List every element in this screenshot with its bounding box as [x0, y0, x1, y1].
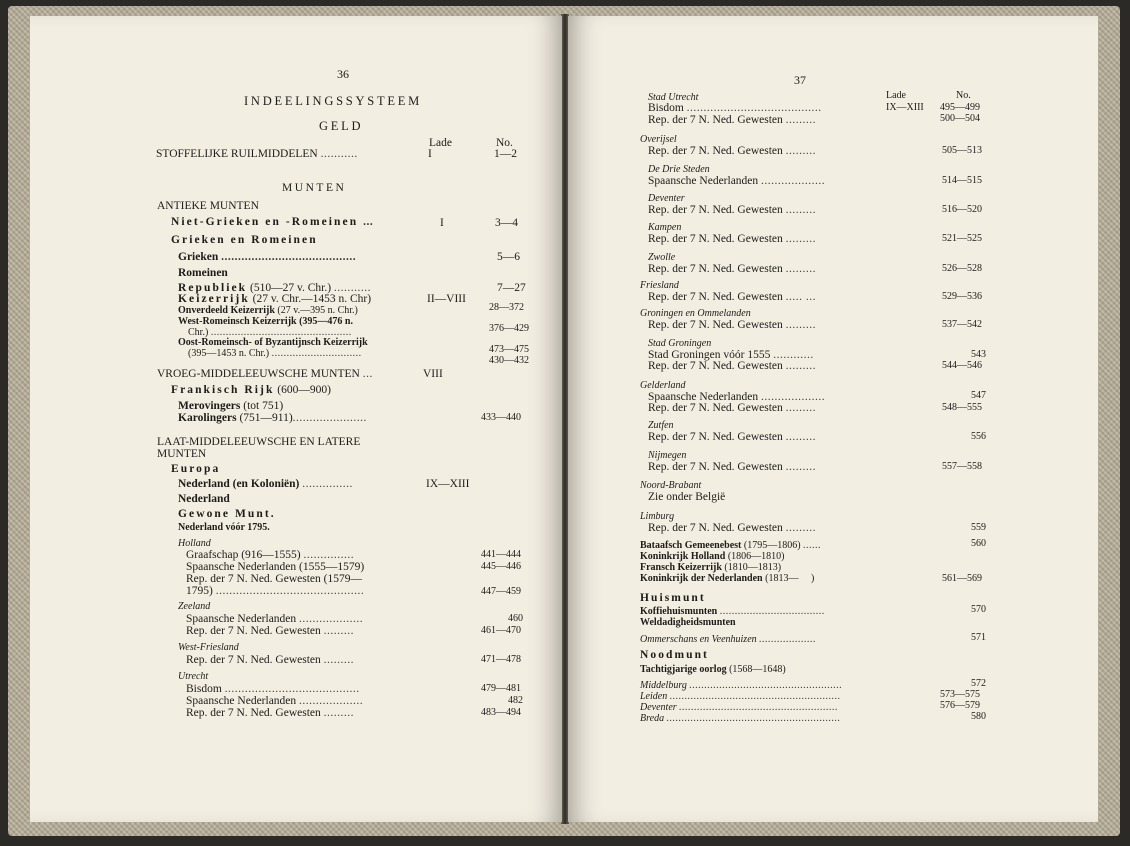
- entry-ommerschans: Ommerschans en Veenhuizen ...................: [640, 634, 817, 645]
- no-rep-stad-groningen: 544—546: [942, 360, 982, 371]
- no-rep-overijsel: 505—513: [942, 145, 982, 156]
- heading-gelderland: Gelderland: [640, 380, 686, 391]
- heading-romeinen: Romeinen: [178, 267, 228, 279]
- entry-onverdeeld: Onverdeeld Keizerrijk (27 v.—395 n. Chr.): [178, 305, 358, 316]
- entry-bisdom: Bisdom ........................................: [186, 683, 360, 695]
- no-rep-groningen: 537—542: [942, 319, 982, 330]
- no-middelburg: 572: [971, 678, 986, 689]
- lade-keizerrijk: II—VIII: [427, 293, 466, 305]
- no-bisdom: 479—481: [481, 683, 521, 694]
- entry-rep-groningen: Rep. der 7 N. Ned. Gewesten .........: [648, 319, 817, 331]
- no-republiek: 7—27: [497, 282, 526, 294]
- entry-deventer-nood: Deventer .....................................................: [640, 702, 839, 713]
- lade-bisdom: IX—XIII: [886, 102, 924, 113]
- heading-nederland-voor: Nederland vóór 1795.: [178, 522, 270, 533]
- entry-rep-limburg: Rep. der 7 N. Ned. Gewesten .........: [648, 522, 817, 534]
- left-page: [30, 16, 562, 822]
- entry-rep-kampen: Rep. der 7 N. Ned. Gewesten .........: [648, 233, 817, 245]
- no-grieken: 5—6: [497, 251, 520, 263]
- entry-spaansche-utrecht: Spaansche Nederlanden ...................: [186, 695, 364, 707]
- entry-rep-zutfen: Rep. der 7 N. Ned. Gewesten .........: [648, 431, 817, 443]
- heading-utrecht: Utrecht: [178, 671, 209, 682]
- entry-oost-romeinsch-cont: (395—1453 n. Chr.) ..............................: [188, 348, 362, 359]
- entry-niet-grieken: Niet-Grieken en -Romeinen ...: [171, 216, 374, 228]
- heading-grieken-romeinen: Grieken en Romeinen: [171, 234, 318, 246]
- no-spaansche-utrecht: 482: [508, 695, 523, 706]
- lade-vroeg: VIII: [423, 368, 443, 380]
- heading-drie-steden: De Drie Steden: [648, 164, 710, 175]
- entry-leiden: Leiden .........................................................: [640, 691, 841, 702]
- no-bisdom: 495—499: [940, 102, 980, 113]
- heading-zwolle: Zwolle: [648, 252, 676, 263]
- no-rep-deventer: 516—520: [942, 204, 982, 215]
- no-graafschap: 441—444: [481, 549, 521, 560]
- heading-stad-utrecht: Stad Utrecht: [648, 92, 699, 103]
- no-rep-nijmegen: 557—558: [942, 461, 982, 472]
- no-rep-friesland: 529—536: [942, 291, 982, 302]
- heading-zutfen: Zutfen: [648, 420, 674, 431]
- no-rep-zeeland: 461—470: [481, 625, 521, 636]
- entry-rep-westfriesland: Rep. der 7 N. Ned. Gewesten .........: [186, 654, 355, 666]
- right-page: [568, 16, 1098, 822]
- entry-nederland-kol: Nederland (en Koloniën) ...............: [178, 478, 353, 490]
- entry-keizerrijk: Keizerrijk (27 v. Chr.—1453 n. Chr): [178, 293, 372, 305]
- entry-grieken: Grieken ........................................: [178, 251, 357, 263]
- no-bataafsch: 560: [971, 538, 986, 549]
- entry-rep-1579-cont: 1795) ............................................: [186, 585, 365, 597]
- entry-rep-nijmegen: Rep. der 7 N. Ned. Gewesten .........: [648, 461, 817, 473]
- no-rep-utrecht: 483—494: [481, 707, 521, 718]
- entry-rep-1579: Rep. der 7 N. Ned. Gewesten (1579—: [186, 573, 362, 585]
- entry-tachtigjarige: Tachtigjarige oorlog (1568—1648): [640, 664, 786, 675]
- heading-deventer: Deventer: [648, 193, 685, 204]
- heading-limburg: Limburg: [640, 511, 675, 522]
- no-spaansche-gelderland: 547: [971, 390, 986, 401]
- entry-west-romeinsch: West-Romeinsch Keizerrijk (395—476 n.: [178, 316, 353, 327]
- heading-antieke: ANTIEKE MUNTEN: [157, 200, 259, 212]
- no-kon-nederlanden: 561—569: [942, 573, 982, 584]
- entry-karolingers: Karolingers (751—911)......................: [178, 412, 367, 424]
- entry-stoffelijke: STOFFELIJKE RUILMIDDELEN ...........: [156, 148, 358, 160]
- heading-nederland: Nederland: [178, 493, 230, 505]
- no-rep-stad-utrecht: 500—504: [940, 113, 980, 124]
- heading-weldadigheid: Weldadigheidsmunten: [640, 617, 736, 628]
- entry-merovingers: Merovingers (tot 751): [178, 400, 284, 412]
- no-oost-romeinsch-2: 430—432: [489, 355, 529, 366]
- no-niet-grieken: 3—4: [495, 217, 518, 229]
- munten-heading: MUNTEN: [282, 182, 347, 194]
- no-rep-zwolle: 526—528: [942, 263, 982, 274]
- entry-rep-deventer: Rep. der 7 N. Ned. Gewesten .........: [648, 204, 817, 216]
- no-deventer-nood: 576—579: [940, 700, 980, 711]
- no-onverdeeld: 28—372: [489, 302, 524, 313]
- entry-rep-zwolle: Rep. der 7 N. Ned. Gewesten .........: [648, 263, 817, 275]
- heading-friesland: Friesland: [640, 280, 679, 291]
- entry-middelburg: Middelburg ...................................................: [640, 680, 843, 691]
- heading-huismunt: Huismunt: [640, 592, 706, 604]
- heading-laat: LAAT-MIDDELEEUWSCHE EN LATERE: [157, 436, 361, 448]
- no-koffiehuismunten: 570: [971, 604, 986, 615]
- lade-nederland-kol: IX—XIII: [426, 478, 470, 490]
- entry-stad-groningen-voor: Stad Groningen vóór 1555 ............: [648, 349, 814, 361]
- entry-vroeg: VROEG-MIDDELEEUWSCHE MUNTEN ...: [157, 368, 373, 380]
- entry-oost-romeinsch: Oost-Romeinsch- of Byzantijnsch Keizerrijk: [178, 337, 368, 348]
- no-karolingers: 433—440: [481, 412, 521, 423]
- entry-spaansche-gelderland: Spaansche Nederlanden ...................: [648, 391, 826, 403]
- lade-niet-grieken: I: [440, 217, 444, 229]
- entry-republiek: Republiek (510—27 v. Chr.) ...........: [178, 282, 372, 294]
- heading-groningen-omm: Groningen en Ommelanden: [640, 308, 751, 319]
- entry-bisdom: Bisdom ........................................: [648, 102, 822, 114]
- heading-stad-groningen: Stad Groningen: [648, 338, 712, 349]
- no-rep-1579: 447—459: [481, 586, 521, 597]
- entry-bataafsch: Bataafsch Gemeenebest (1795—1806) ......: [640, 540, 822, 551]
- no-rep-gelderland: 548—555: [942, 402, 982, 413]
- entry-rep-friesland: Rep. der 7 N. Ned. Gewesten ..... ...: [648, 291, 817, 303]
- no-stad-groningen-voor: 543: [971, 349, 986, 360]
- entry-rep-zeeland: Rep. der 7 N. Ned. Gewesten .........: [186, 625, 355, 637]
- entry-spaansche-holland: Spaansche Nederlanden (1555—1579): [186, 561, 365, 573]
- heading-laat-cont: MUNTEN: [157, 448, 207, 460]
- entry-zie-onder: Zie onder België: [648, 491, 726, 503]
- section-title: GELD: [319, 119, 364, 133]
- no-rep-limburg: 559: [971, 522, 986, 533]
- entry-koffiehuismunten: Koffiehuismunten ...................................: [640, 606, 825, 617]
- col-header-no: No.: [496, 137, 513, 149]
- entry-spaansche-drie: Spaansche Nederlanden ...................: [648, 175, 826, 187]
- entry-rep-overijsel: Rep. der 7 N. Ned. Gewesten .........: [648, 145, 817, 157]
- heading-kampen: Kampen: [648, 222, 682, 233]
- heading-nijmegen: Nijmegen: [648, 450, 687, 461]
- no-oost-romeinsch-1: 473—475: [489, 344, 529, 355]
- heading-overijsel: Overijsel: [640, 134, 677, 145]
- no-ommerschans: 571: [971, 632, 986, 643]
- heading-gewone-munt: Gewone Munt.: [178, 508, 276, 520]
- entry-rep-stad-groningen: Rep. der 7 N. Ned. Gewesten .........: [648, 360, 817, 372]
- no-rep-zutfen: 556: [971, 431, 986, 442]
- heading-noodmunt: Noodmunt: [640, 649, 709, 661]
- entry-fransch: Fransch Keizerrijk (1810—1813): [640, 562, 782, 573]
- no-spaansche-drie: 514—515: [942, 175, 982, 186]
- entry-kon-nederlanden: Koninkrijk der Nederlanden (1813— ): [640, 573, 815, 584]
- no-stoffelijke: 1—2: [494, 148, 517, 160]
- page-number: 36: [337, 67, 349, 81]
- col-header-no: No.: [956, 90, 971, 101]
- heading-europa: Europa: [171, 463, 221, 475]
- col-header-lade: Lade: [429, 137, 452, 149]
- entry-rep-gelderland: Rep. der 7 N. Ned. Gewesten .........: [648, 402, 817, 414]
- entry-frankisch: Frankisch Rijk (600—900): [171, 384, 331, 396]
- no-rep-westfriesland: 471—478: [481, 654, 521, 665]
- no-breda: 580: [971, 711, 986, 722]
- lade-stoffelijke: I: [428, 148, 432, 160]
- page-title: INDEELINGSSYSTEEM: [244, 94, 422, 108]
- entry-graafschap: Graafschap (916—1555) ...............: [186, 549, 355, 561]
- entry-kon-holland: Koninkrijk Holland (1806—1810): [640, 551, 785, 562]
- no-west-romeinsch: 376—429: [489, 323, 529, 334]
- heading-noord-brabant: Noord-Brabant: [640, 480, 702, 491]
- no-rep-kampen: 521—525: [942, 233, 982, 244]
- no-leiden: 573—575: [940, 689, 980, 700]
- col-header-lade: Lade: [886, 90, 906, 101]
- heading-west-friesland: West-Friesland: [178, 642, 239, 653]
- page-number: 37: [794, 73, 806, 87]
- heading-zeeland: Zeeland: [178, 601, 211, 612]
- no-spaansche-zeeland: 460: [508, 613, 523, 624]
- entry-west-romeinsch-cont: Chr.) ...............................................: [188, 327, 352, 338]
- entry-rep-utrecht: Rep. der 7 N. Ned. Gewesten .........: [186, 707, 355, 719]
- no-spaansche-holland: 445—446: [481, 561, 521, 572]
- entry-breda: Breda ..........................................................: [640, 713, 841, 724]
- entry-spaansche-zeeland: Spaansche Nederlanden ...................: [186, 613, 364, 625]
- heading-holland: Holland: [178, 538, 211, 549]
- entry-rep-stad-utrecht: Rep. der 7 N. Ned. Gewesten .........: [648, 114, 817, 126]
